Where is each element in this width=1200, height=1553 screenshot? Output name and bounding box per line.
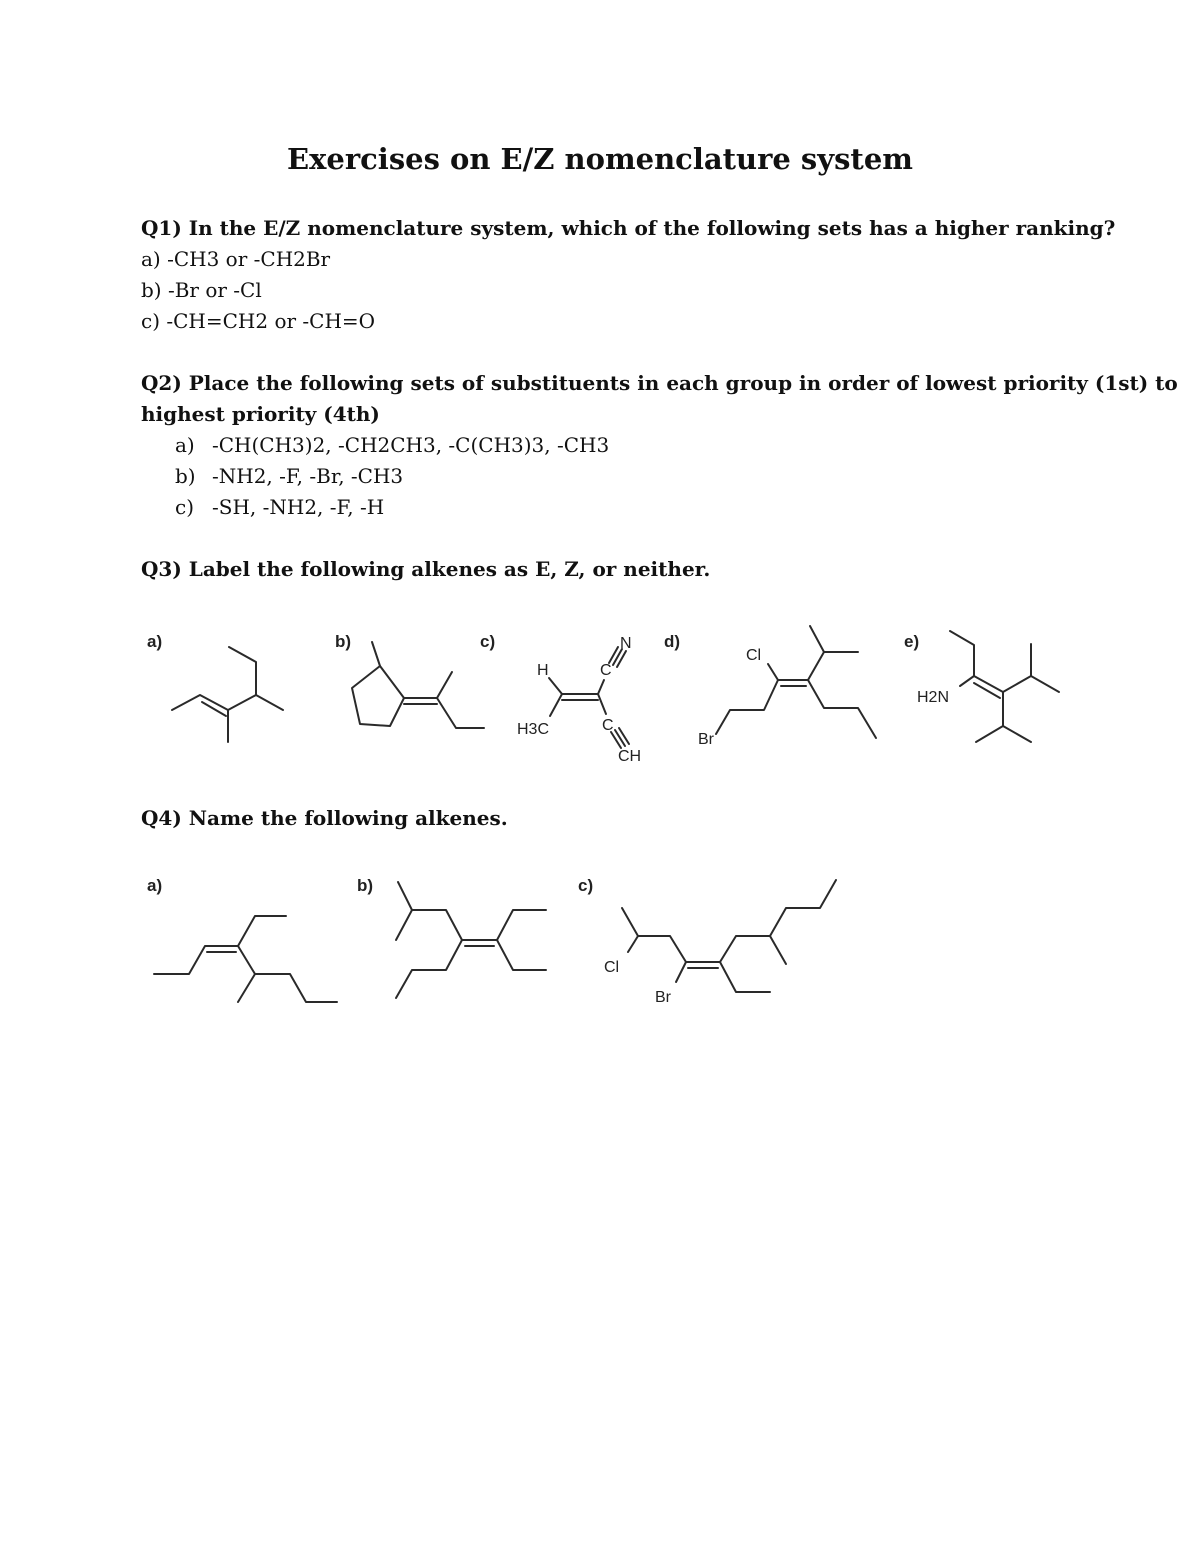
q2-option-label: a)	[175, 433, 195, 457]
q2-option-text: -SH, -NH2, -F, -H	[212, 495, 385, 519]
q4-molecule-c	[604, 880, 836, 1006]
q2-option-label: c)	[175, 495, 195, 519]
q4-molecule-b	[396, 882, 546, 998]
page-title: Exercises on E/Z nomenclature system	[287, 142, 913, 176]
atom-C: C	[600, 662, 612, 679]
q2-option-label: b)	[175, 464, 196, 488]
q1-option-a: a) -CH3 or -CH2Br	[141, 247, 331, 271]
q3-label-b: b)	[335, 632, 352, 651]
q3-question: Q3) Label the following alkenes as E, Z, or neither.	[141, 557, 711, 581]
q3-label-c: c)	[480, 632, 496, 651]
atom-N: N	[620, 635, 632, 652]
atom-Cl: Cl	[746, 647, 762, 664]
q3-label-e: e)	[904, 632, 920, 651]
q2-question-line1: Q2) Place the following sets of substituents in each group in order of lowest priority (1st) to	[141, 371, 1178, 395]
q1-option-c: c) -CH=CH2 or -CH=O	[141, 309, 376, 333]
q1-option-b: b) -Br or -Cl	[141, 278, 262, 302]
atom-Br: Br	[655, 989, 671, 1006]
q4-label-b: b)	[357, 876, 374, 895]
atom-H2N: H2N	[917, 689, 950, 706]
atom-H: H	[537, 662, 549, 679]
atom-CH: CH	[618, 748, 642, 765]
q3-label-a: a)	[147, 632, 163, 651]
atom-C: C	[602, 717, 614, 734]
q4-molecule-a	[154, 916, 337, 1002]
q4-label-a: a)	[147, 876, 163, 895]
q2-option-text: -CH(CH3)2, -CH2CH3, -C(CH3)3, -CH3	[212, 433, 610, 457]
atom-Cl: Cl	[604, 959, 620, 976]
atom-Br: Br	[698, 731, 714, 748]
q2-question-line2: highest priority (4th)	[141, 402, 380, 426]
q2-option-text: -NH2, -F, -Br, -CH3	[212, 464, 404, 488]
q4-label-c: c)	[578, 876, 594, 895]
q1-question: Q1) In the E/Z nomenclature system, which of the following sets has a higher ranking?	[141, 216, 1116, 240]
q3-label-d: d)	[664, 632, 681, 651]
q4-question: Q4) Name the following alkenes.	[141, 806, 508, 830]
atom-H3C: H3C	[517, 721, 550, 738]
